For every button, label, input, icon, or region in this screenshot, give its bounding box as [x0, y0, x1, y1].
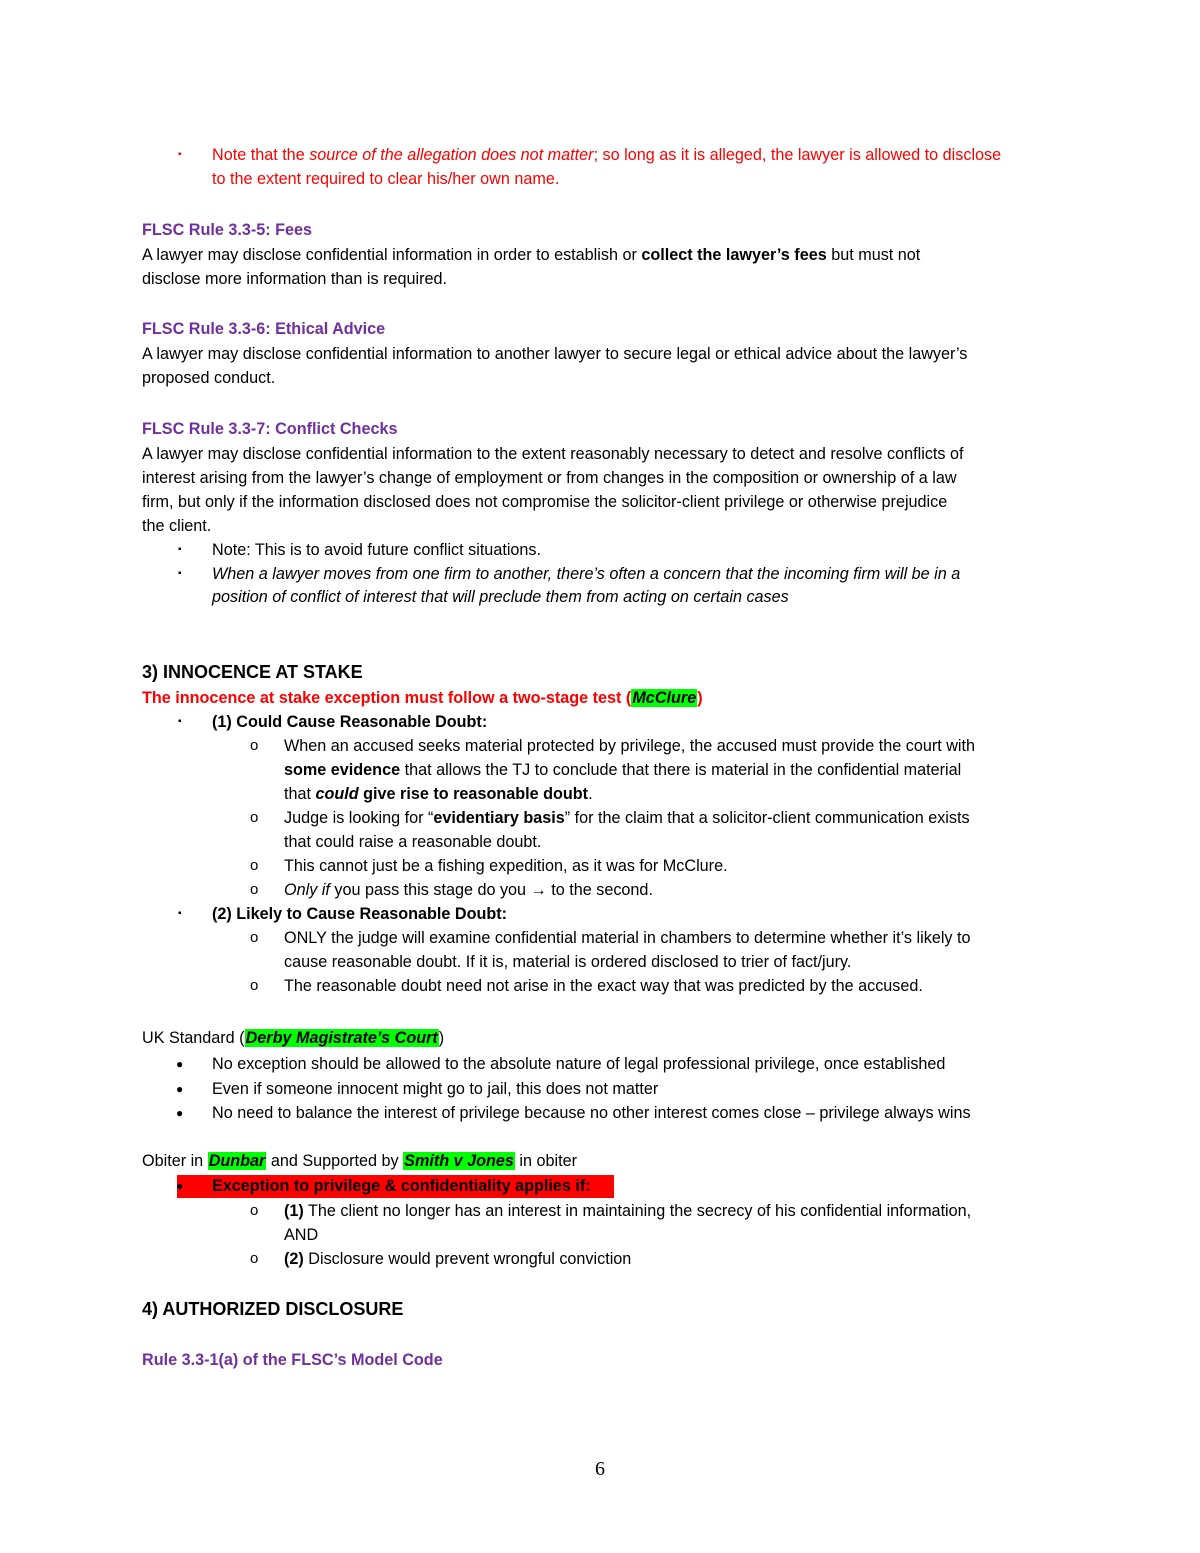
ethical-line1: A lawyer may disclose confidential information to another lawyer to secure legal or ethical advice about the lawyer’s [142, 345, 968, 363]
fees-title: FLSC Rule 3.3-5: Fees [142, 221, 313, 239]
stage1-b-line1: Judge is looking for “evidentiary basis” for the claim that a solicitor-client communication exists [284, 809, 970, 827]
obiter-title: Obiter in Dunbar and Supported by Smith v Jones in obiter [142, 1152, 577, 1170]
square-bullet-icon: ▪ [178, 544, 182, 555]
case-derby: Derby Magistrate’s Court [245, 1029, 438, 1047]
stage1-d: Only if you pass this stage do you → to the second. [284, 881, 653, 899]
circle-bullet-icon: o [250, 1202, 259, 1219]
uk-standard-title: UK Standard (Derby Magistrate’s Court) [142, 1029, 445, 1047]
ethical-line2: proposed conduct. [142, 369, 276, 387]
square-bullet-icon: ▪ [178, 908, 182, 919]
stage2-a-line2: cause reasonable doubt. If it is, material is ordered disclosed to trier of fact/jury. [284, 953, 852, 971]
stage2-title: (2) Likely to Cause Reasonable Doubt: [212, 905, 508, 923]
stage2-a-line1: ONLY the judge will examine confidential material in chambers to determine whether it’s likely to [284, 929, 971, 947]
circle-bullet-icon: o [250, 977, 259, 994]
obiter-condition1-line2: AND [284, 1226, 319, 1244]
case-mcclure: McClure [632, 689, 697, 707]
innocence-heading: 3) INNOCENCE AT STAKE [142, 662, 363, 682]
case-dunbar: Dunbar [208, 1152, 266, 1170]
conflict-bullet1: Note: This is to avoid future conflict situations. [212, 541, 542, 559]
conflict-line1: A lawyer may disclose confidential information to the extent reasonably necessary to detect and resolve conflicts of [142, 445, 964, 463]
stage1-title: (1) Could Cause Reasonable Doubt: [212, 713, 488, 731]
uk-bullet1: No exception should be allowed to the absolute nature of legal professional privilege, once established [212, 1055, 946, 1073]
circle-bullet-icon: o [250, 881, 259, 898]
square-bullet-icon: ▪ [178, 716, 182, 727]
obiter-condition2: (2) Disclosure would prevent wrongful conviction [284, 1250, 632, 1268]
stage1-b-line2: that could raise a reasonable doubt. [284, 833, 542, 851]
circle-bullet-icon: o [250, 809, 259, 826]
stage1-c: This cannot just be a fishing expedition, as it was for McClure. [284, 857, 728, 875]
dot-bullet-icon: ● [176, 1106, 184, 1120]
square-bullet-icon: ▪ [178, 149, 182, 160]
innocence-subtitle: The innocence at stake exception must follow a two-stage test (McClure) [142, 689, 703, 707]
page-number: 6 [595, 1458, 605, 1480]
dot-bullet-icon: ● [176, 1179, 184, 1193]
case-smith-v-jones: Smith v Jones [404, 1152, 514, 1170]
conflict-title: FLSC Rule 3.3-7: Conflict Checks [142, 420, 398, 438]
obiter-red-bullet: Exception to privilege & confidentiality applies if: [212, 1177, 591, 1195]
fees-line2: disclose more information than is required. [142, 270, 448, 288]
fees-line1: A lawyer may disclose confidential information in order to establish or collect the lawyer’s fees but must not [142, 246, 921, 264]
conflict-line3: firm, but only if the information disclosed does not compromise the solicitor-client privilege or otherwise prejudice [142, 493, 948, 511]
ethical-title: FLSC Rule 3.3-6: Ethical Advice [142, 320, 386, 338]
circle-bullet-icon: o [250, 737, 259, 754]
stage1-a-line3: that could give rise to reasonable doubt. [284, 785, 593, 803]
intro-bullet-line1: Note that the source of the allegation does not matter; so long as it is alleged, the lawyer is allowed to disclose [212, 146, 1002, 164]
dot-bullet-icon: ● [176, 1057, 184, 1071]
circle-bullet-icon: o [250, 857, 259, 874]
conflict-line4: the client. [142, 517, 212, 535]
authorized-heading: 4) AUTHORIZED DISCLOSURE [142, 1299, 404, 1319]
conflict-bullet2-line2: position of conflict of interest that will preclude them from acting on certain cases [212, 588, 789, 606]
authorized-rule: Rule 3.3-1(a) of the FLSC’s Model Code [142, 1351, 443, 1369]
stage2-b: The reasonable doubt need not arise in the exact way that was predicted by the accused. [284, 977, 923, 995]
conflict-bullet2-line1: When a lawyer moves from one firm to another, there’s often a concern that the incoming firm will be in a [212, 565, 961, 583]
uk-bullet2: Even if someone innocent might go to jail, this does not matter [212, 1080, 659, 1098]
circle-bullet-icon: o [250, 929, 259, 946]
intro-bullet-line2: to the extent required to clear his/her own name. [212, 170, 560, 188]
square-bullet-icon: ▪ [178, 568, 182, 579]
circle-bullet-icon: o [250, 1250, 259, 1267]
stage1-a-line1: When an accused seeks material protected by privilege, the accused must provide the court with [284, 737, 976, 755]
obiter-condition1-line1: (1) The client no longer has an interest in maintaining the secrecy of his confidential information, [284, 1202, 972, 1220]
dot-bullet-icon: ● [176, 1082, 184, 1096]
conflict-line2: interest arising from the lawyer’s change of employment or from changes in the composition or ownership of a law [142, 469, 957, 487]
stage1-a-line2: some evidence that allows the TJ to conclude that there is material in the confidential material [284, 761, 962, 779]
uk-bullet3: No need to balance the interest of privilege because no other interest comes close – privilege always wins [212, 1104, 971, 1122]
